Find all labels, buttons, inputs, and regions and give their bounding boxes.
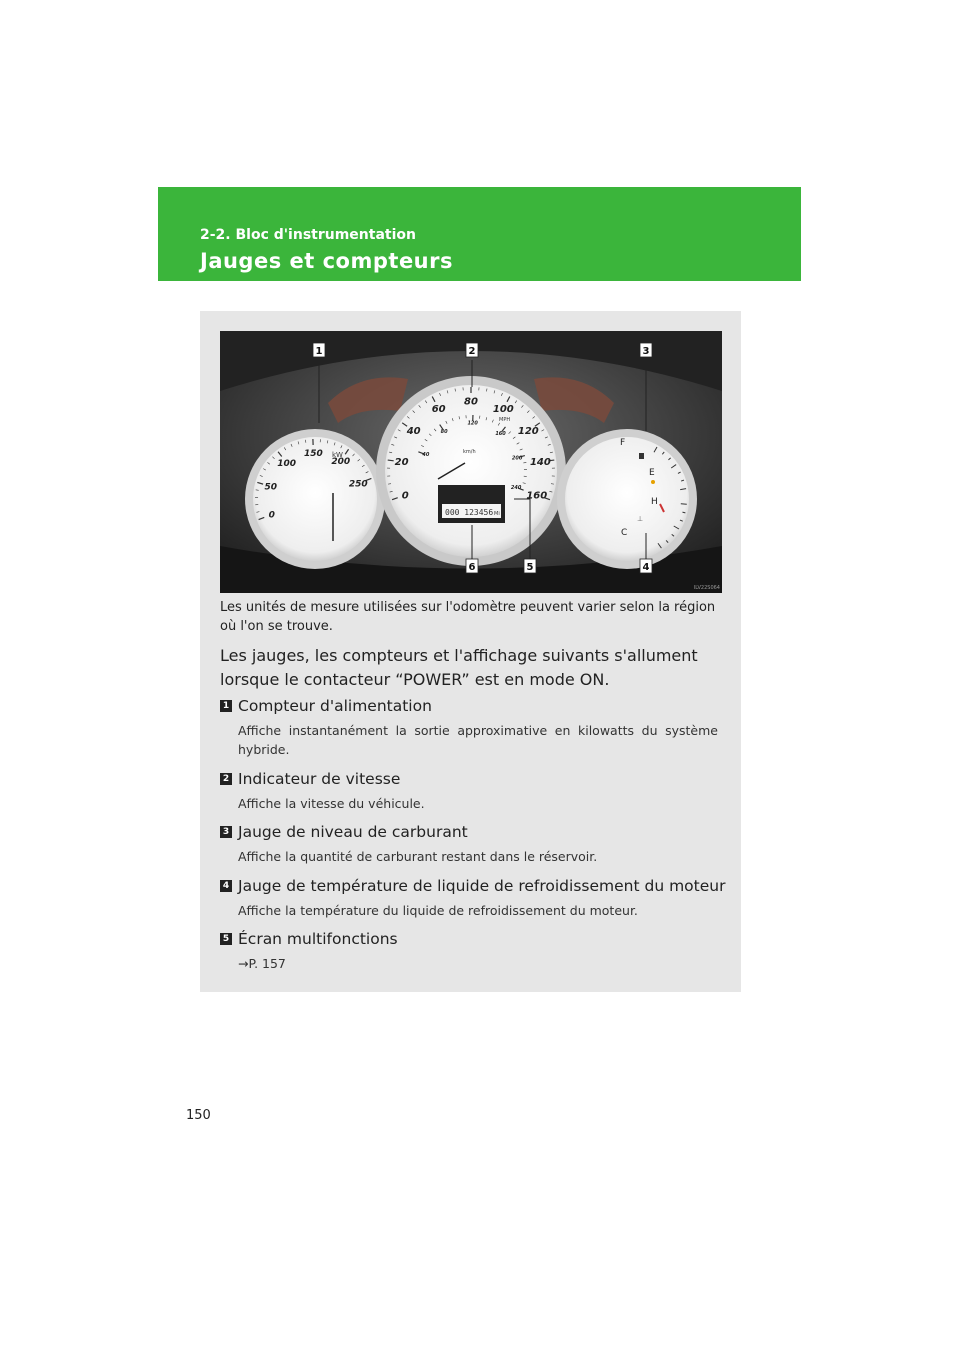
- speed-tick-label: 60: [431, 404, 446, 416]
- callout-number: 4: [642, 562, 650, 573]
- odometer-unit: Mi: [494, 511, 500, 517]
- temp-hot-label: H: [651, 497, 658, 507]
- callout-number: 6: [468, 562, 476, 573]
- speed-tick-label: 20: [394, 457, 409, 469]
- speed-tick-label: 80: [464, 396, 478, 408]
- kmh-tick-label: 40: [422, 452, 430, 459]
- item-title: Indicateur de vitesse: [238, 770, 401, 788]
- speed-tick-label: 40: [406, 426, 421, 438]
- fuel-warning-light-icon: [651, 480, 655, 484]
- section-header: [158, 187, 801, 281]
- item-description: Affiche instantanément la sortie approximative en kilowatts du système hybride.: [238, 723, 718, 757]
- kmh-tick-label: 240: [510, 485, 522, 492]
- item-number-badge: 5: [220, 933, 232, 945]
- kmh-tick-label: 120: [467, 420, 478, 427]
- item-description: Affiche la quantité de carburant restant dans le réservoir.: [238, 849, 598, 864]
- item-title: Écran multifonctions: [238, 930, 398, 948]
- power-tick-label: 0: [268, 510, 275, 521]
- section-label: 2-2. Bloc d'instrumentation: [200, 227, 416, 243]
- item-number-badge: 4: [220, 880, 232, 892]
- intro-text: Les jauges, les compteurs et l'affichage suivants s'allument lorsque le contacteur “POWER” est en mode ON.: [220, 646, 698, 689]
- speed-tick-label: 140: [529, 457, 551, 469]
- fuel-full-label: F: [620, 438, 626, 448]
- item-description: Affiche la température du liquide de refroidissement du moteur.: [238, 903, 638, 918]
- kmh-unit-label: km/h: [463, 449, 476, 455]
- instrument-cluster-illustration: [220, 331, 722, 593]
- odometer-value: 000 123456: [445, 508, 494, 517]
- image-code: ILV22S064: [693, 585, 720, 591]
- item-description: Affiche la vitesse du véhicule.: [238, 796, 425, 811]
- power-tick-label: 200: [331, 456, 351, 467]
- speed-tick-label: 120: [517, 426, 539, 438]
- callout-number: 5: [526, 562, 534, 573]
- tick-mark: [682, 512, 685, 513]
- tick-mark: [388, 460, 394, 461]
- item-title: Jauge de niveau de carburant: [238, 823, 468, 841]
- callout-number: 2: [468, 346, 476, 357]
- item-number-badge: 2: [220, 773, 232, 785]
- cluster-svg: [220, 331, 722, 593]
- temp-cold-label: C: [621, 528, 628, 538]
- power-tick-label: 50: [264, 482, 278, 493]
- fuel-empty-label: E: [649, 468, 655, 478]
- power-tick-label: 100: [277, 458, 297, 469]
- tick-mark: [681, 504, 687, 505]
- callout-number: 1: [315, 346, 323, 357]
- power-unit-label: kW: [332, 451, 343, 459]
- speed-tick-label: 100: [492, 404, 514, 416]
- fuel-pump-icon: [639, 453, 644, 459]
- item-number-badge: 1: [220, 700, 232, 712]
- kmh-tick-label: 160: [495, 430, 506, 437]
- page-reference-link[interactable]: →P. 157: [238, 956, 286, 971]
- kmh-tick-label: 80: [440, 428, 448, 435]
- page-title: Jauges et compteurs: [200, 249, 453, 273]
- kmh-tick-label: 200: [511, 455, 523, 462]
- power-tick-label: 250: [348, 479, 368, 490]
- speed-tick-label: 0: [401, 490, 409, 502]
- speed-tick-label: 160: [526, 490, 548, 502]
- content-panel: [200, 311, 741, 992]
- page-number: 150: [186, 1108, 211, 1123]
- item-title: Jauge de température de liquide de refroidissement du moteur: [238, 877, 726, 895]
- callout-number: 3: [642, 346, 650, 357]
- speed-unit-label: MPH: [499, 417, 511, 423]
- power-tick-label: 150: [303, 449, 323, 460]
- item-title: Compteur d'alimentation: [238, 697, 432, 715]
- temperature-icon: ⊥: [637, 515, 644, 523]
- unit-note: Les unités de mesure utilisées sur l'odomètre peuvent varier selon la région où l'on se trouve.: [220, 600, 716, 634]
- item-number-badge: 3: [220, 826, 232, 838]
